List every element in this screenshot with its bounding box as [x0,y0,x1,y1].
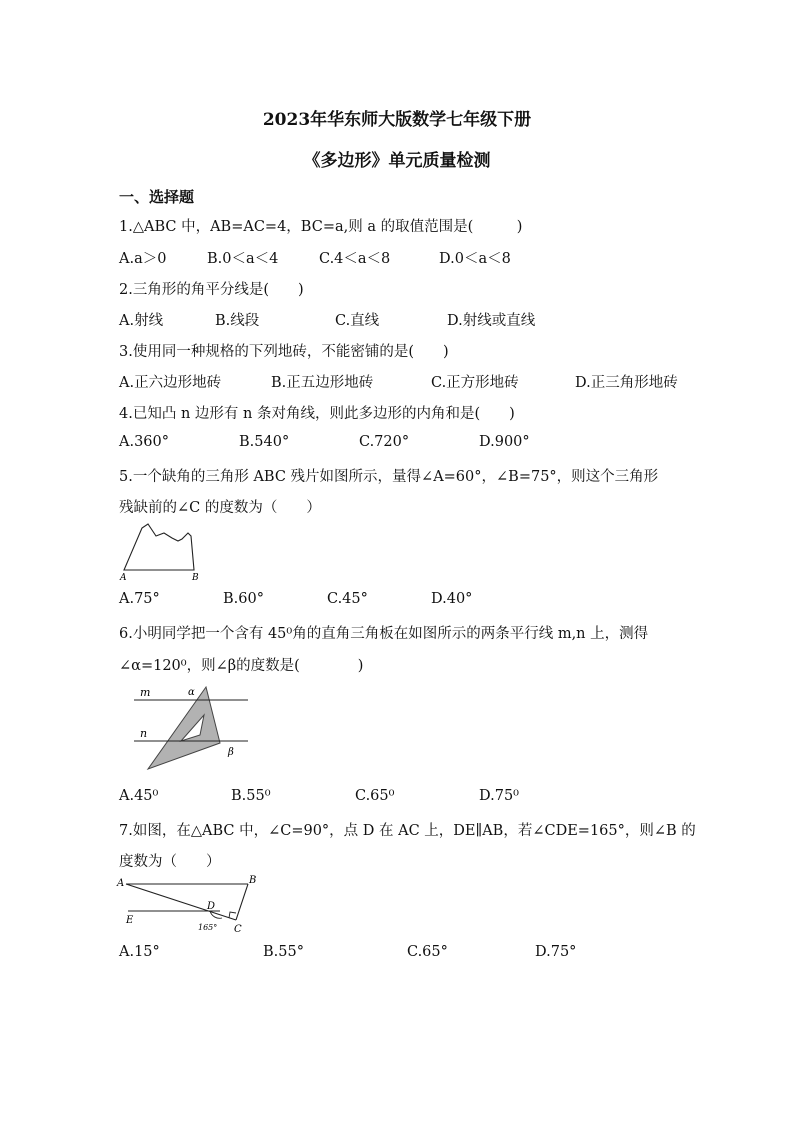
figure-label-b: B [192,573,199,583]
figure-label-n: n [140,727,148,740]
right-angle-mark [229,912,236,918]
question-5-figure [118,520,204,584]
question-2-option-a: A.射线 [119,313,164,329]
question-3-option-c: C.正方形地砖 [431,375,519,391]
question-4-option-d: D.900° [479,434,530,450]
question-5-stem-line-1: 5.一个缺角的三角形 ABC 残片如图所示，量得∠A=60°，∠B=75°，则这个三角形 [119,469,659,485]
question-6-option-d: D.75⁰ [479,788,519,804]
question-1-option-a: A.a＞0 [119,251,167,267]
question-6-option-b: B.55⁰ [231,788,271,804]
figure-label-c: C [234,924,242,935]
question-6-stem-line-2: ∠α=120⁰，则∠β的度数是( ) [119,658,364,674]
question-4-stem: 4.已知凸 n 边形有 n 条对角线，则此多边形的内角和是( ) [119,406,515,422]
document-title: 2023年华东师大版数学七年级下册 [262,110,532,130]
figure-label-alpha: α [188,687,195,698]
question-1-option-d: D.0＜a＜8 [439,251,511,267]
document-subtitle: 《多边形》单元质量检测 [303,151,491,171]
question-7-option-a: A.15° [119,944,160,960]
figure-label-m: m [140,686,151,699]
question-1-stem: 1.△ABC 中，AB=AC=4，BC=a,则 a 的取值范围是( ) [119,219,523,235]
question-4-option-a: A.360° [119,434,170,450]
figure-label-b: B [249,875,257,886]
question-5-stem-line-2: 残缺前的∠C 的度数为（ ） [119,500,321,516]
segment-ac [126,884,236,920]
question-3-option-d: D.正三角形地砖 [575,375,678,391]
broken-triangle-outline [124,524,194,570]
question-6-figure [128,683,254,773]
figure-label-beta: β [228,747,234,758]
question-6-option-a: A.45⁰ [119,788,159,804]
segment-bc [236,884,248,920]
question-2-option-d: D.射线或直线 [447,313,536,329]
figure-label-a: A [117,878,125,889]
figure-label-d: D [207,901,216,912]
question-2-stem: 2.三角形的角平分线是( ) [119,282,304,298]
question-5-option-b: B.60° [223,591,264,607]
question-6-stem-line-1: 6.小明同学把一个含有 45⁰角的直角三角板在如图所示的两条平行线 m,n 上，测得 [119,626,649,642]
question-5-option-d: D.40° [431,591,473,607]
question-5-option-a: A.75° [119,591,160,607]
question-4-option-b: B.540° [239,434,290,450]
question-2-option-b: B.线段 [215,313,260,329]
question-7-option-c: C.65° [407,944,448,960]
section-heading: 一、选择题 [119,188,195,206]
figure-label-angle: 165° [198,923,218,932]
set-square [148,687,220,769]
question-4-option-c: C.720° [359,434,410,450]
question-7-option-d: D.75° [535,944,577,960]
question-7-stem-line-2: 度数为（ ） [119,854,221,870]
figure-label-e: E [126,915,134,926]
question-5-option-c: C.45° [327,591,368,607]
question-1-option-b: B.0＜a＜4 [207,251,279,267]
question-3-option-a: A.正六边形地砖 [119,375,222,391]
question-2-option-c: C.直线 [335,313,380,329]
question-7-stem-line-1: 7.如图，在△ABC 中，∠C=90°，点 D 在 AC 上，DE∥AB，若∠CDE=165°，则∠B 的 [119,823,696,839]
question-3-stem: 3.使用同一种规格的下列地砖，不能密铺的是( ) [119,344,449,360]
question-6-option-c: C.65⁰ [355,788,395,804]
figure-label-a: A [120,573,127,583]
question-7-option-b: B.55° [263,944,304,960]
question-7-figure [116,874,262,936]
question-1-option-c: C.4＜a＜8 [319,251,391,267]
question-3-option-b: B.正五边形地砖 [271,375,374,391]
